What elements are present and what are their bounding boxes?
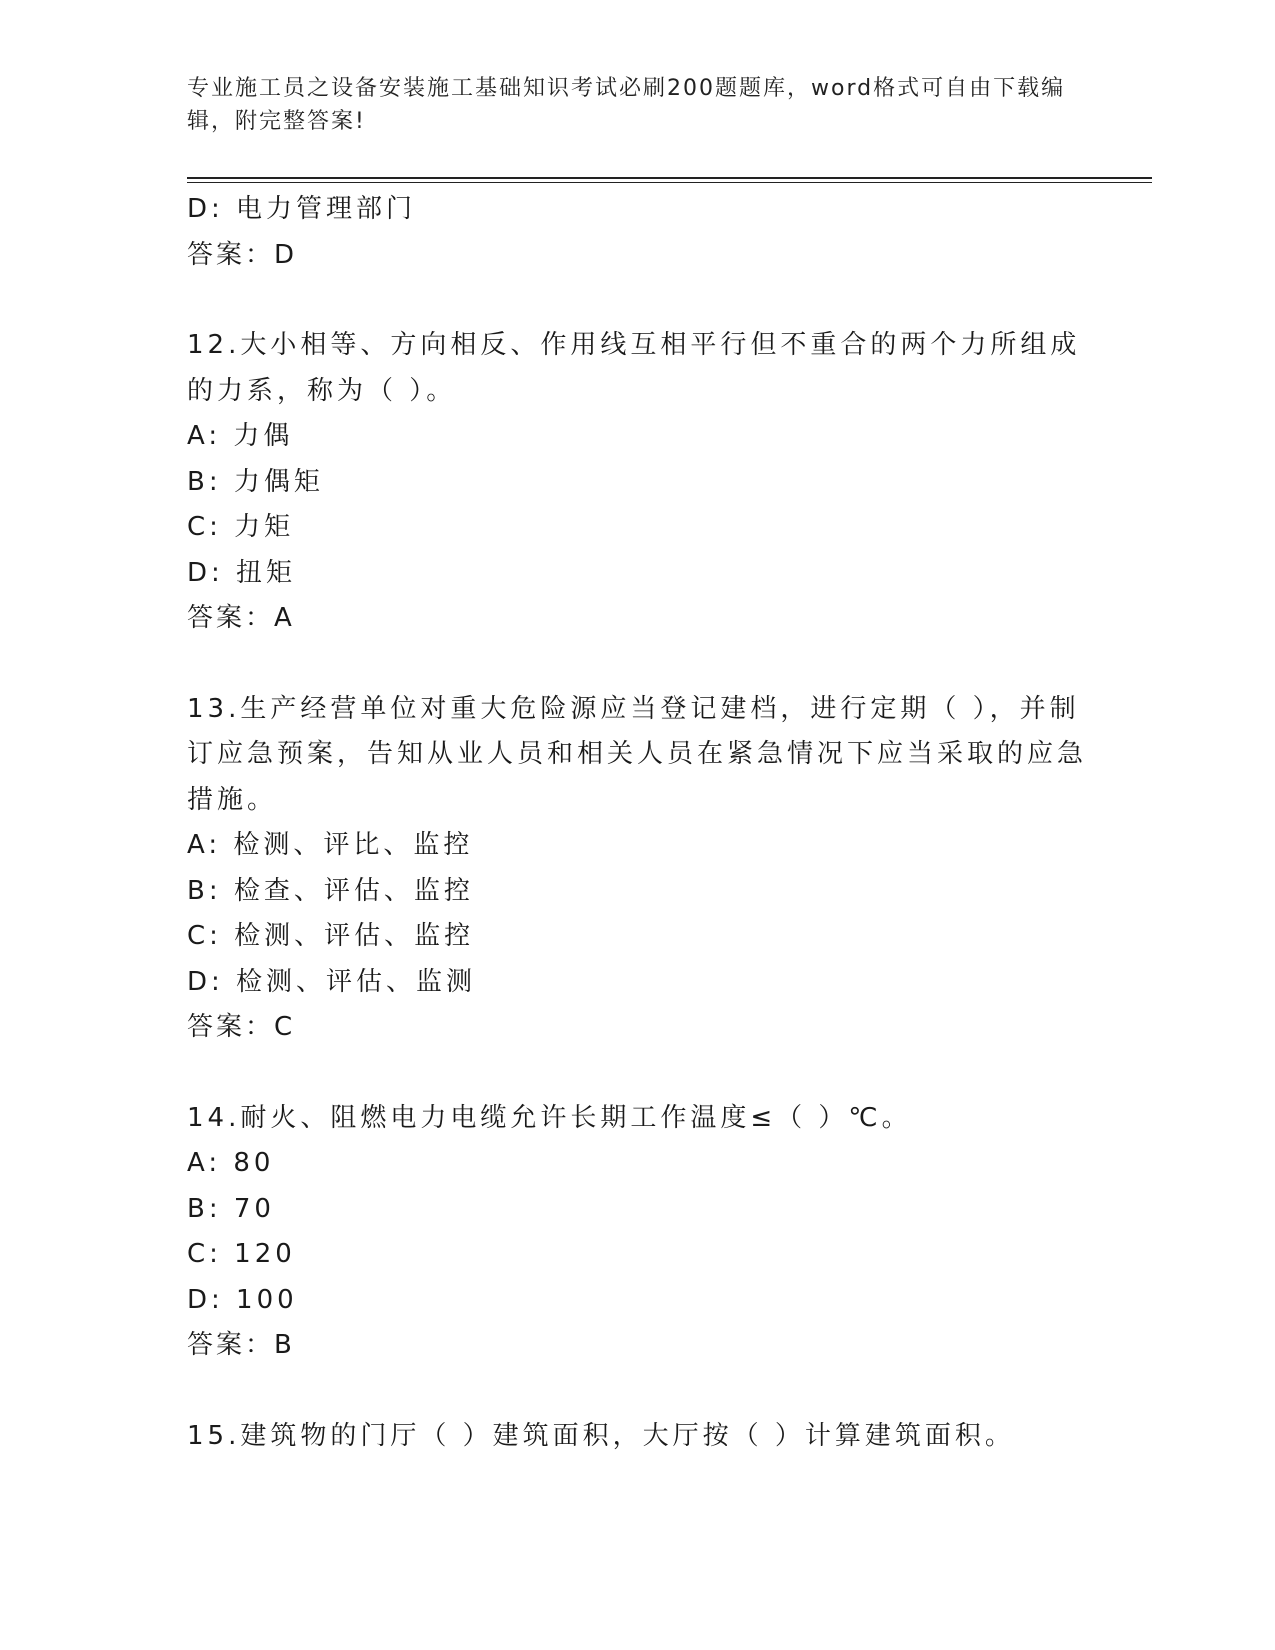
question-stem: 12.大小相等、方向相反、作用线互相平行但不重合的两个力所组成的力系，称为（ ）。 — [187, 330, 1081, 406]
answer-line: 答案：C — [187, 1012, 296, 1042]
option-d: D: 100 — [187, 1284, 298, 1315]
question-stem: 14.耐火、阻燃电力电缆允许长期工作温度≤（ ）℃。 — [187, 1102, 912, 1133]
answer-line: 答案：A — [187, 603, 295, 633]
option-c: C: 力矩 — [187, 512, 295, 542]
option-b: B: 70 — [187, 1193, 275, 1224]
document-body — [187, 187, 1107, 1459]
header-divider-thin — [187, 182, 1152, 183]
question-13 — [187, 687, 1107, 1051]
option-d: D: 检测、评估、监测 — [187, 966, 477, 997]
header-divider-thick — [187, 177, 1152, 179]
spacer — [187, 1051, 1107, 1096]
question-12 — [187, 323, 1107, 642]
question-14 — [187, 1096, 1107, 1369]
spacer — [187, 642, 1107, 687]
question-11-tail — [187, 187, 1107, 278]
option-c: C: 120 — [187, 1239, 296, 1269]
document-header: 专业施工员之设备安装施工基础知识考试必刷200题题库，word格式可自由下载编辑，附完整答案! — [187, 76, 1066, 134]
option-a: A: 检测、评比、监控 — [187, 830, 474, 860]
option-d: D: 电力管理部门 — [187, 194, 417, 224]
spacer — [187, 278, 1107, 323]
option-a: A: 力偶 — [187, 421, 294, 451]
option-c: C: 检测、评估、监控 — [187, 921, 475, 951]
answer-line: 答案：D — [187, 239, 298, 270]
option-a: A: 80 — [187, 1148, 275, 1178]
question-stem: 13.生产经营单位对重大危险源应当登记建档，进行定期（ ），并制订应急预案，告知从业人员和相关人员在紧急情况下应当采取的应急措施。 — [187, 693, 1088, 815]
answer-line: 答案：B — [187, 1330, 295, 1360]
question-15 — [187, 1414, 1107, 1460]
option-d: D: 扭矩 — [187, 557, 297, 588]
spacer — [187, 1369, 1107, 1414]
question-stem: 15.建筑物的门厅（ ）建筑面积，大厅按（ ）计算建筑面积。 — [187, 1420, 1015, 1451]
option-b: B: 力偶矩 — [187, 466, 324, 497]
option-b: B: 检查、评估、监控 — [187, 875, 474, 906]
